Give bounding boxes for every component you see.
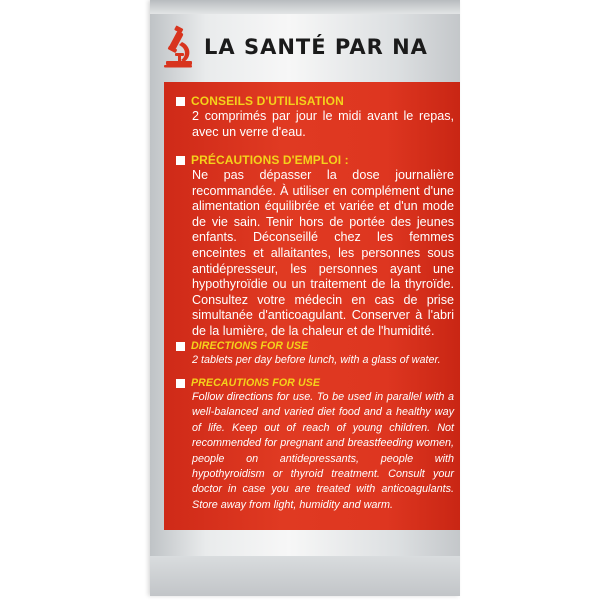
heading-directions-en: DIRECTIONS FOR USE (191, 340, 309, 352)
section-precautions-fr (176, 153, 454, 340)
section-precautions-en (176, 377, 454, 513)
heading-usage-fr: CONSEILS D'UTILISATION (191, 94, 344, 108)
section-heading (176, 340, 454, 352)
heading-precautions-fr: PRÉCAUTIONS D'EMPLOI : (191, 153, 349, 167)
section-heading (176, 153, 454, 167)
box-bottom-edge (150, 556, 460, 596)
checkbox-square-icon (176, 156, 185, 165)
text-usage-fr: 2 comprimés par jour le midi avant le repas, avec un verre d'eau. (192, 109, 454, 139)
checkbox-square-icon (176, 97, 185, 106)
text-directions-en: 2 tablets per day before lunch, with a glass of water. (192, 354, 441, 366)
microscope-icon (162, 25, 194, 69)
section-directions-en (176, 340, 454, 368)
text-precautions-en: Follow directions for use. To be used in parallel with a well-balanced and varied diet food and a healthy way of life. Keep out of reach of young children. Not recommended for pregnant and breastfeeding women, people on antidepressants, people with hypothyroidism or thyroid treatment. Consult your doctor in case you are treated with anticoagulants. Store away from light, humidity and warm. (192, 391, 454, 511)
heading-precautions-en: PRECAUTIONS FOR USE (191, 377, 321, 389)
section-heading (176, 377, 454, 389)
checkbox-square-icon (176, 342, 185, 351)
brand-title: LA SANTÉ PAR NA (204, 35, 428, 59)
box-top-edge (150, 0, 460, 14)
section-usage-fr (176, 94, 454, 140)
checkbox-square-icon (176, 379, 185, 388)
text-precautions-fr: Ne pas dépasser la dose journalière recommandée. À utiliser en complément d'une alimentation équilibrée et variée et d'un mode de vie sain. Tenir hors de portée des jeunes enfants. Déconseillé chez les femmes enceintes et allaitantes, les personnes sous antidépresseur, les personnes ayant une hypothyroïdie ou un traitement de la thyroïde. Consultez votre médecin en cas de prise simultanée d'anticoagulant. Conserver à l'abri de la lumière, de la chaleur et de l'humidité. (192, 168, 454, 338)
product-box (150, 0, 460, 596)
section-heading (176, 94, 454, 108)
brand-header (162, 22, 460, 72)
instructions-panel (164, 82, 460, 530)
